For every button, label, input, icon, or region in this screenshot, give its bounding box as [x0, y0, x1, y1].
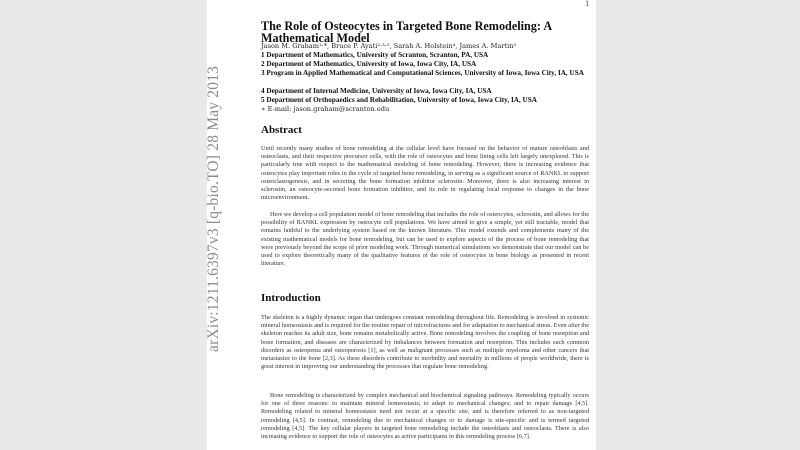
- right-margin-background: [596, 0, 800, 450]
- affiliation-4: 4 Department of Internal Medicine, University of Iowa, Iowa City, IA, USA: [261, 87, 492, 95]
- affiliation-1: 1 Department of Mathematics, University of Scranton, Scranton, PA, USA: [261, 51, 489, 59]
- paper-title: The Role of Osteocytes in Targeted Bone Remodeling: A Mathematical Model: [261, 19, 552, 45]
- affiliation-5: 5 Department of Orthopaedics and Rehabilitation, University of Iowa, Iowa City, IA, USA: [261, 96, 537, 104]
- page-number: 1: [585, 0, 590, 8]
- corresponding-email: ∗ E-mail: jason.graham@scranton.edu: [261, 105, 390, 113]
- introduction-heading: Introduction: [261, 292, 321, 304]
- introduction-paragraph-2: Bone remodeling is characterized by complex mechanical and biochemical signaling pathways. Remodeling typically occurs for one of three reasons: to maintain mineral homeostasis; to adapt to mechanical changes; and to repair damage [4,5]. Remodeling related to mineral homeostasis need not occur at a specific site, and is therefore referred to as non-targeted remodeling [4,5]. In contrast, remodeling due to mechanical changes or to damage is site-specific and is termed targeted remodeling [4,5]. The key cellular players in targeted bone remodeling include the osteoblasts and osteoclasts. There is also increasing evidence to support the role of osteocytes as active participants in this remodeling process [6,7].: [261, 392, 589, 441]
- abstract-heading: Abstract: [261, 124, 302, 136]
- arxiv-identifier-stamp: arXiv:1211.6397v3 [q-bio.TO] 28 May 2013: [205, 65, 222, 352]
- left-margin-background: [0, 0, 207, 450]
- affiliation-3: 3 Program in Applied Mathematical and Computational Sciences, University of Iowa, Iowa City, IA, USA: [261, 69, 584, 77]
- abstract-paragraph-2: Here we develop a cell population model of bone remodeling that includes the role of osteocytes, sclerostin, and allows for the possibility of RANKL expression by osteocyte cell populations. We have aimed to give a simple, yet still tractable, model that remains faithful to the underlying system based on the known literature. This model extends and complements many of the existing mathematical models for bone remodeling, but can be used to explore aspects of the process of bone remodeling that were previously beyond the scope of prior modeling work. Through numerical simulations we demonstrate that our model can be used to explore theoretically many of the qualitative features of the role of osteocytes in bone biology as presented in recent literature.: [261, 211, 589, 268]
- abstract-paragraph-1: Until recently many studies of bone remodeling at the cellular level have focused on the behavior of mature osteoblasts and osteoclasts, and their respective precursor cells, with the role of osteocytes and bone lining cells left largely unexplored. This is particularly true with respect to the mathematical modeling of bone remodeling. However, there is increasing evidence that osteocytes play important roles in the cycle of targeted bone remodeling, in serving as a significant source of RANKL to support osteoclastogenesis, and in secreting the bone formation inhibitor sclerostin. Moreover, there is also increasing interest in sclerostin, an osteocyte-secreted bone formation inhibitor, and its role in regulating local response to changes in the bone microenvironment.: [261, 145, 589, 202]
- introduction-paragraph-1: The skeleton is a highly dynamic organ that undergoes constant remodeling throughout life. Remodeling is involved in systemic mineral homeostasis and is required for the routine repair of microfractures and for adaptation to mechanical stress. Even after the skeleton reaches its adult size, bone remains metabolically active. Bone remodeling involves the coupling of bone resorption and bone formation, and diseases are characterized by imbalances between formation and resorption. This includes such common disorders as osteopenia and osteoporosis [1], as well as malignant processes such as multiple myeloma and other cancers that metastasize to the bone [2,3]. As these disorders contribute to morbidity and mortality in millions of people worldwide, there is great interest in improving our understanding the processes that regulate bone remodeling.: [261, 314, 589, 371]
- author-list: Jason M. Graham¹·*, Bruce P. Ayati²·³·⁵, Sarah A. Holstein⁴, James A. Martin⁵: [261, 42, 517, 50]
- affiliation-2: 2 Department of Mathematics, University of Iowa, Iowa City, IA, USA: [261, 60, 477, 68]
